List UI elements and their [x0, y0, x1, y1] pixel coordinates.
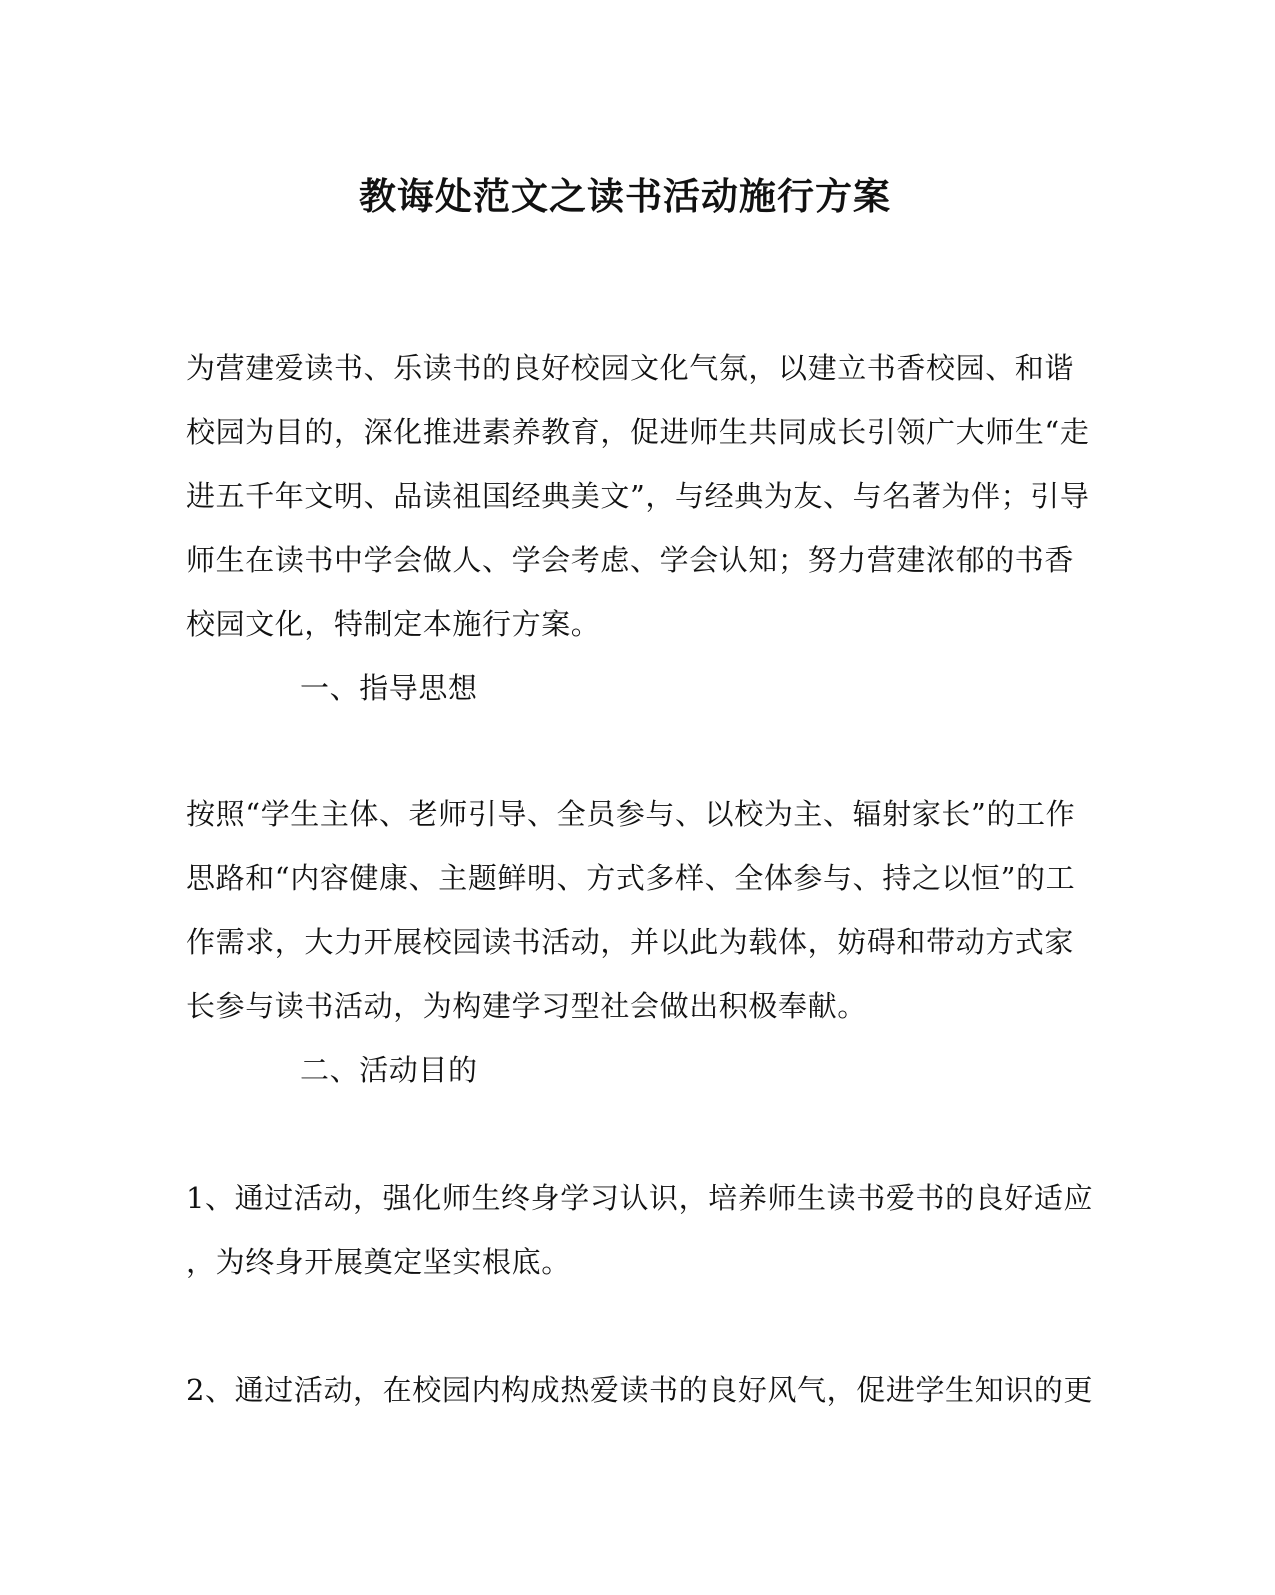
- paragraph-line: 按照“学生主体、老师引导、全员参与、以校为主、辐射家长”的工作: [186, 797, 1076, 831]
- intro-line: 校园文化，特制定本施行方案。: [186, 607, 601, 641]
- paragraph-line: 思路和“内容健康、主题鲜明、方式多样、全体参与、持之以恒”的工: [186, 861, 1076, 895]
- paragraph-line: 1、通过活动，强化师生终身学习认识，培养师生读书爱书的良好适应: [186, 1181, 1094, 1215]
- document-title: 教诲处范文之读书活动施行方案: [359, 174, 891, 218]
- purpose-item-2: [186, 1358, 1094, 1422]
- intro-line: 师生在读书中学会做人、学会考虑、学会认知；努力营建浓郁的书香: [186, 543, 1075, 577]
- intro-paragraph: [186, 336, 1090, 656]
- paragraph-line: 长参与读书活动，为构建学习型社会做出积极奉献。: [186, 989, 867, 1023]
- guiding-ideology-paragraph: [186, 782, 1076, 1038]
- intro-line: 进五千年文明、品读祖国经典美文”，与经典为友、与名著为伴；引导: [186, 479, 1090, 513]
- intro-line: 为营建爱读书、乐读书的良好校园文化气氛，以建立书香校园、和谐: [186, 351, 1075, 385]
- section-heading-guiding-ideology: 一、指导思想: [300, 671, 478, 705]
- section-heading-activity-purpose: 二、活动目的: [300, 1053, 478, 1087]
- intro-line: 校园为目的，深化推进素养教育，促进师生共同成长引领广大师生“走: [186, 415, 1090, 449]
- purpose-item-1: [186, 1166, 1094, 1294]
- paragraph-line: 作需求，大力开展校园读书活动，并以此为载体，妨碍和带动方式家: [186, 925, 1075, 959]
- paragraph-line: 2、通过活动，在校园内构成热爱读书的良好风气，促进学生知识的更: [186, 1373, 1094, 1407]
- paragraph-line: ，为终身开展奠定坚实根底。: [186, 1245, 571, 1279]
